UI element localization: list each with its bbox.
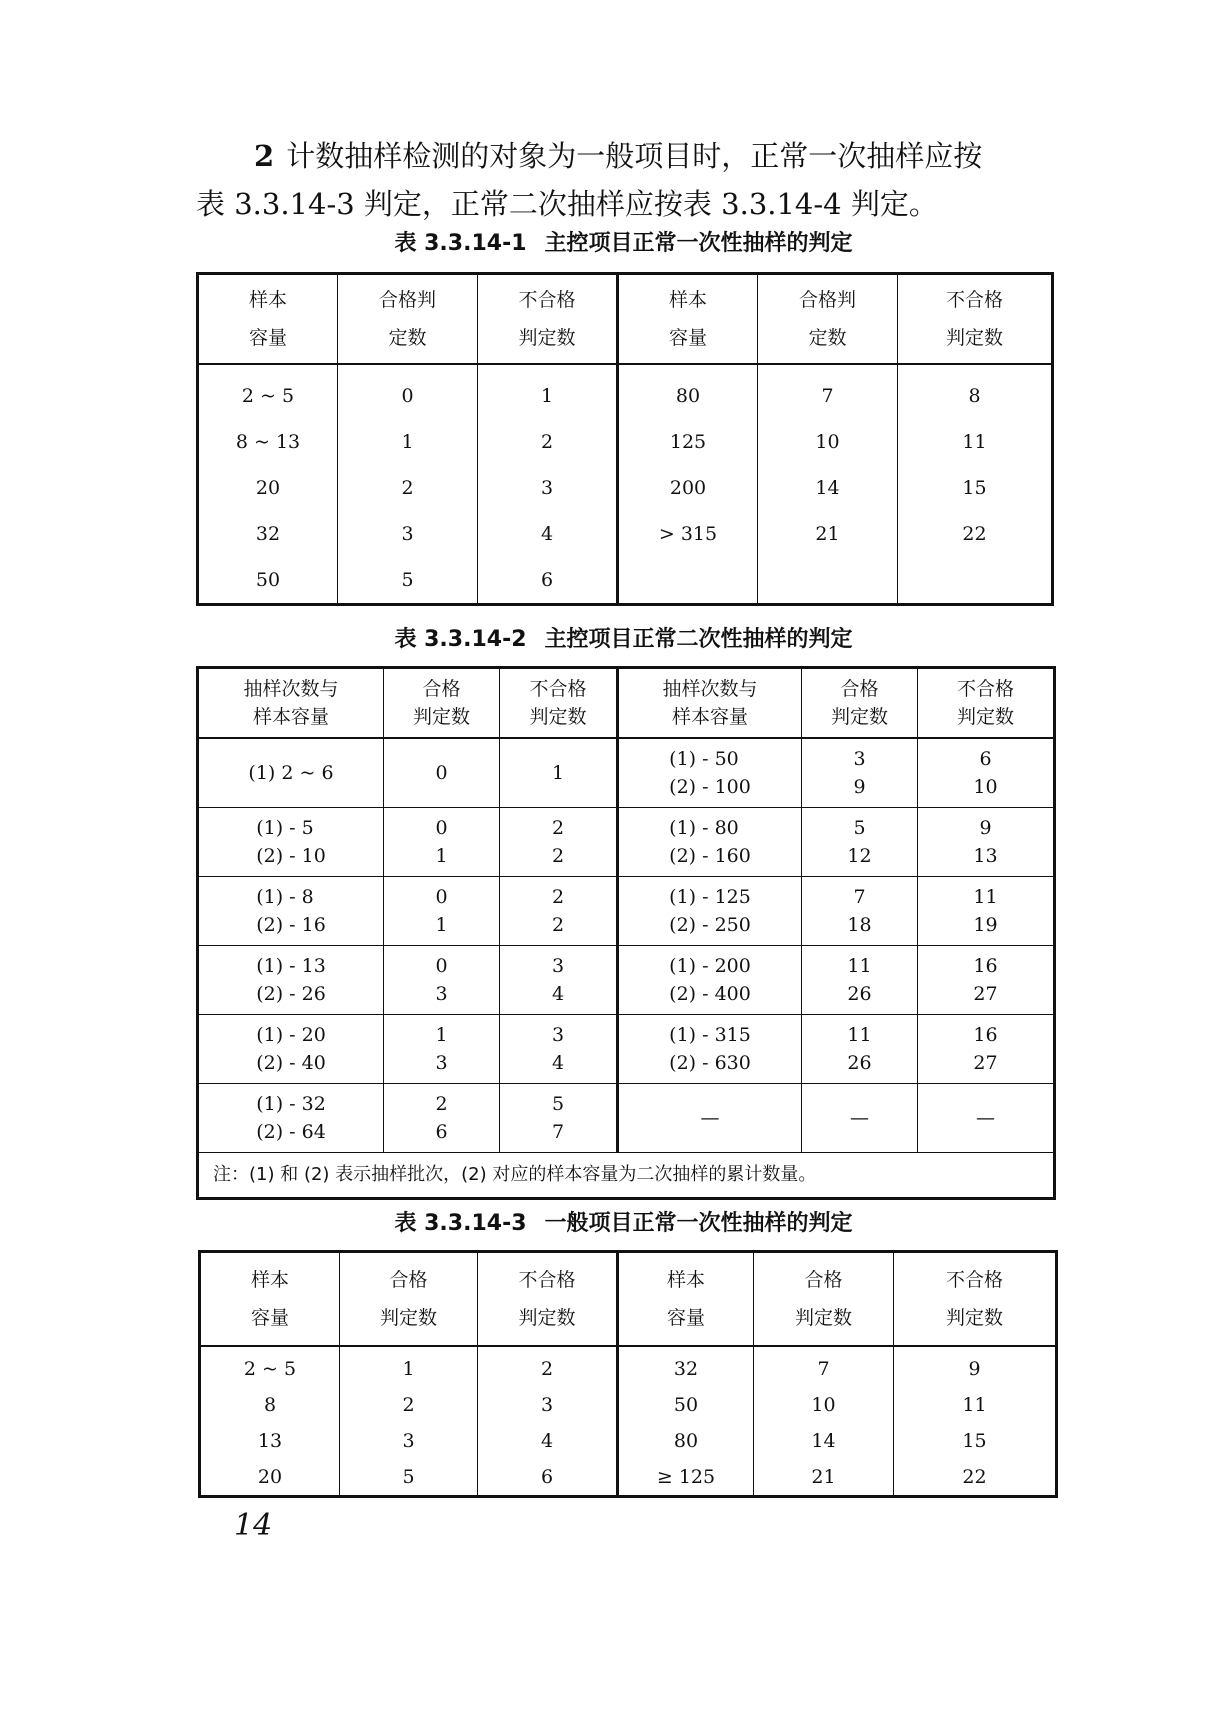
table-cell: 1: [500, 738, 618, 808]
table-cell: 50: [255, 569, 281, 591]
table-cell: 0 1: [384, 877, 500, 946]
table-cell: 1: [340, 1346, 478, 1387]
table-cell: 3: [338, 511, 478, 557]
paragraph-line-2: 表 3.3.14-3 判定，正常二次抽样应按表 3.3.14-4 判定。: [196, 187, 938, 221]
table-cell: 15: [894, 1423, 1057, 1459]
table-row: [200, 1423, 1057, 1459]
header-reject-number: 不合格 判定数: [478, 274, 618, 365]
table-row: [198, 511, 1053, 557]
table-cell: > 315: [618, 511, 758, 557]
table-cell: 2: [478, 1346, 618, 1387]
table-cell: 3 9: [802, 738, 918, 808]
intro-paragraph: [196, 132, 1076, 228]
table-cell: 22: [898, 511, 1053, 557]
table-cell: 50: [618, 1387, 754, 1423]
table-cell: 8: [898, 364, 1053, 419]
table-cell: (1) - 8 (2) - 16: [198, 877, 384, 946]
table1-caption-title: 主控项目正常一次性抽样的判定: [544, 231, 853, 256]
table-cell: 6 10: [918, 738, 1055, 808]
header-reject-number: 不合格 判定数: [898, 274, 1053, 365]
table-cell: 3: [478, 465, 618, 511]
table-row: [198, 465, 1053, 511]
table-cell: (1) - 13 (2) - 26: [198, 946, 384, 1015]
table-cell: (1) - 80 (2) - 160: [618, 808, 802, 877]
table2-caption: [196, 622, 1051, 653]
header-accept-number: 合格判 定数: [758, 274, 898, 365]
table-cell: —: [802, 1084, 918, 1153]
table-cell: 11: [898, 419, 1053, 465]
header-reject-number: 不合格 判定数: [894, 1252, 1057, 1347]
table-cell: 2 ~ 5: [241, 385, 295, 407]
table-cell: 2: [478, 419, 618, 465]
table-note-row: [198, 1153, 1055, 1199]
table-note: 注：(1) 和 (2) 表示抽样批次，(2) 对应的样本容量为二次抽样的累计数量。: [198, 1153, 1055, 1199]
table-cell: [758, 557, 898, 605]
clause-number: 2: [254, 139, 275, 173]
table-cell: —: [918, 1084, 1055, 1153]
table-cell: 0 3: [384, 946, 500, 1015]
table-cell: (1) - 125 (2) - 250: [618, 877, 802, 946]
table-cell: 8 ~ 13: [235, 431, 301, 453]
table-main-double-sampling: [196, 666, 1056, 1200]
table-cell: 6: [478, 1459, 618, 1497]
table-cell: 2: [338, 465, 478, 511]
table-cell: [618, 557, 758, 605]
table-cell: 6: [478, 557, 618, 605]
table-cell: 0 1: [384, 808, 500, 877]
table-cell: 2 ~ 5: [243, 1358, 297, 1380]
table-cell: —: [618, 1084, 802, 1153]
table-cell: 8: [263, 1394, 277, 1416]
table-cell: (1) - 32 (2) - 64: [198, 1084, 384, 1153]
table-cell: (1) - 200 (2) - 400: [618, 946, 802, 1015]
table-cell: 10: [754, 1387, 894, 1423]
table-main-single-sampling: [196, 272, 1054, 606]
header-reject-number: 不合格 判定数: [478, 1252, 618, 1347]
table-row: [200, 1346, 1057, 1387]
table-cell: 3 4: [500, 1015, 618, 1084]
table-cell: ≥ 125: [618, 1459, 754, 1497]
table-cell: 32: [618, 1346, 754, 1387]
header-sampling-round-size: 抽样次数与 样本容量: [198, 668, 384, 739]
table-cell: (1) - 315 (2) - 630: [618, 1015, 802, 1084]
table-cell: 7: [754, 1346, 894, 1387]
table-cell: 10: [758, 419, 898, 465]
table-cell: 3 4: [500, 946, 618, 1015]
table-cell: 14: [754, 1423, 894, 1459]
table-cell: 22: [894, 1459, 1057, 1497]
table-cell: 14: [758, 465, 898, 511]
table-cell: 200: [618, 465, 758, 511]
paragraph-line-1: 计数抽样检测的对象为一般项目时，正常一次抽样应按: [286, 139, 983, 173]
table-cell: 9 13: [918, 808, 1055, 877]
table-cell: (1) 2 ~ 6: [248, 762, 334, 784]
table-row: [198, 419, 1053, 465]
table-cell: 20: [255, 477, 281, 499]
table-row: [198, 1015, 1055, 1084]
table-row: [198, 946, 1055, 1015]
header-sample-size: 样本 容量: [618, 1252, 754, 1347]
table-cell: 5: [340, 1459, 478, 1497]
table-cell: 5 7: [500, 1084, 618, 1153]
table-cell: 2 2: [500, 808, 618, 877]
header-reject-number: 不合格 判定数: [500, 668, 618, 739]
table-cell: 11: [894, 1387, 1057, 1423]
table-row: [200, 1459, 1057, 1497]
table-row: [198, 557, 1053, 605]
table-cell: 5: [338, 557, 478, 605]
table-cell: 80: [618, 1423, 754, 1459]
table-cell: 21: [754, 1459, 894, 1497]
table-cell: 11 26: [802, 1015, 918, 1084]
table-cell: (1) - 5 (2) - 10: [198, 808, 384, 877]
table-cell: 13: [257, 1430, 283, 1452]
header-sample-size: 样本 容量: [618, 274, 758, 365]
table-row: [198, 738, 1055, 808]
table1-caption-number: 表 3.3.14-1: [394, 231, 527, 256]
table-cell: 11 19: [918, 877, 1055, 946]
table3-caption-number: 表 3.3.14-3: [394, 1211, 527, 1236]
table-cell: 125: [618, 419, 758, 465]
header-sample-size: 样本 容量: [198, 274, 338, 365]
table-row: [198, 877, 1055, 946]
header-accept-number: 合格判 定数: [338, 274, 478, 365]
header-accept-number: 合格 判定数: [802, 668, 918, 739]
table3-caption: [196, 1206, 1051, 1237]
table-cell: 7: [758, 364, 898, 419]
table-cell: 3: [478, 1387, 618, 1423]
table2-caption-number: 表 3.3.14-2: [394, 627, 527, 652]
table-cell: 20: [257, 1466, 283, 1488]
table-row: [198, 1084, 1055, 1153]
table-cell: 2 2: [500, 877, 618, 946]
table-cell: 9: [894, 1346, 1057, 1387]
table-cell: 21: [758, 511, 898, 557]
table-row: [198, 364, 1053, 419]
table-row: [200, 1387, 1057, 1423]
table-cell: 0: [338, 364, 478, 419]
table-cell: 2 6: [384, 1084, 500, 1153]
table-cell: 32: [255, 523, 281, 545]
table-general-single-sampling: [198, 1250, 1058, 1498]
table-cell: (1) - 20 (2) - 40: [198, 1015, 384, 1084]
table-cell: 4: [478, 511, 618, 557]
table-cell: 16 27: [918, 1015, 1055, 1084]
table-cell: 0: [384, 738, 500, 808]
table-cell: 11 26: [802, 946, 918, 1015]
table-cell: 2: [340, 1387, 478, 1423]
table-cell: (1) - 50 (2) - 100: [618, 738, 802, 808]
table3-caption-title: 一般项目正常一次性抽样的判定: [544, 1211, 853, 1236]
table-cell: 1: [478, 364, 618, 419]
table-cell: 1: [338, 419, 478, 465]
table2-caption-title: 主控项目正常二次性抽样的判定: [544, 627, 853, 652]
header-accept-number: 合格 判定数: [754, 1252, 894, 1347]
table-cell: 7 18: [802, 877, 918, 946]
table-cell: 5 12: [802, 808, 918, 877]
header-sample-size: 样本 容量: [200, 1252, 340, 1347]
header-accept-number: 合格 判定数: [384, 668, 500, 739]
table-cell: 15: [898, 465, 1053, 511]
table-cell: 16 27: [918, 946, 1055, 1015]
page-number: 14: [234, 1508, 273, 1543]
table-cell: [898, 557, 1053, 605]
table-cell: 3: [340, 1423, 478, 1459]
table-cell: 80: [618, 364, 758, 419]
table-row: [198, 808, 1055, 877]
table1-caption: [196, 226, 1051, 257]
header-accept-number: 合格 判定数: [340, 1252, 478, 1347]
table-cell: 4: [478, 1423, 618, 1459]
header-reject-number: 不合格 判定数: [918, 668, 1055, 739]
table-cell: 1 3: [384, 1015, 500, 1084]
header-sampling-round-size: 抽样次数与 样本容量: [618, 668, 802, 739]
